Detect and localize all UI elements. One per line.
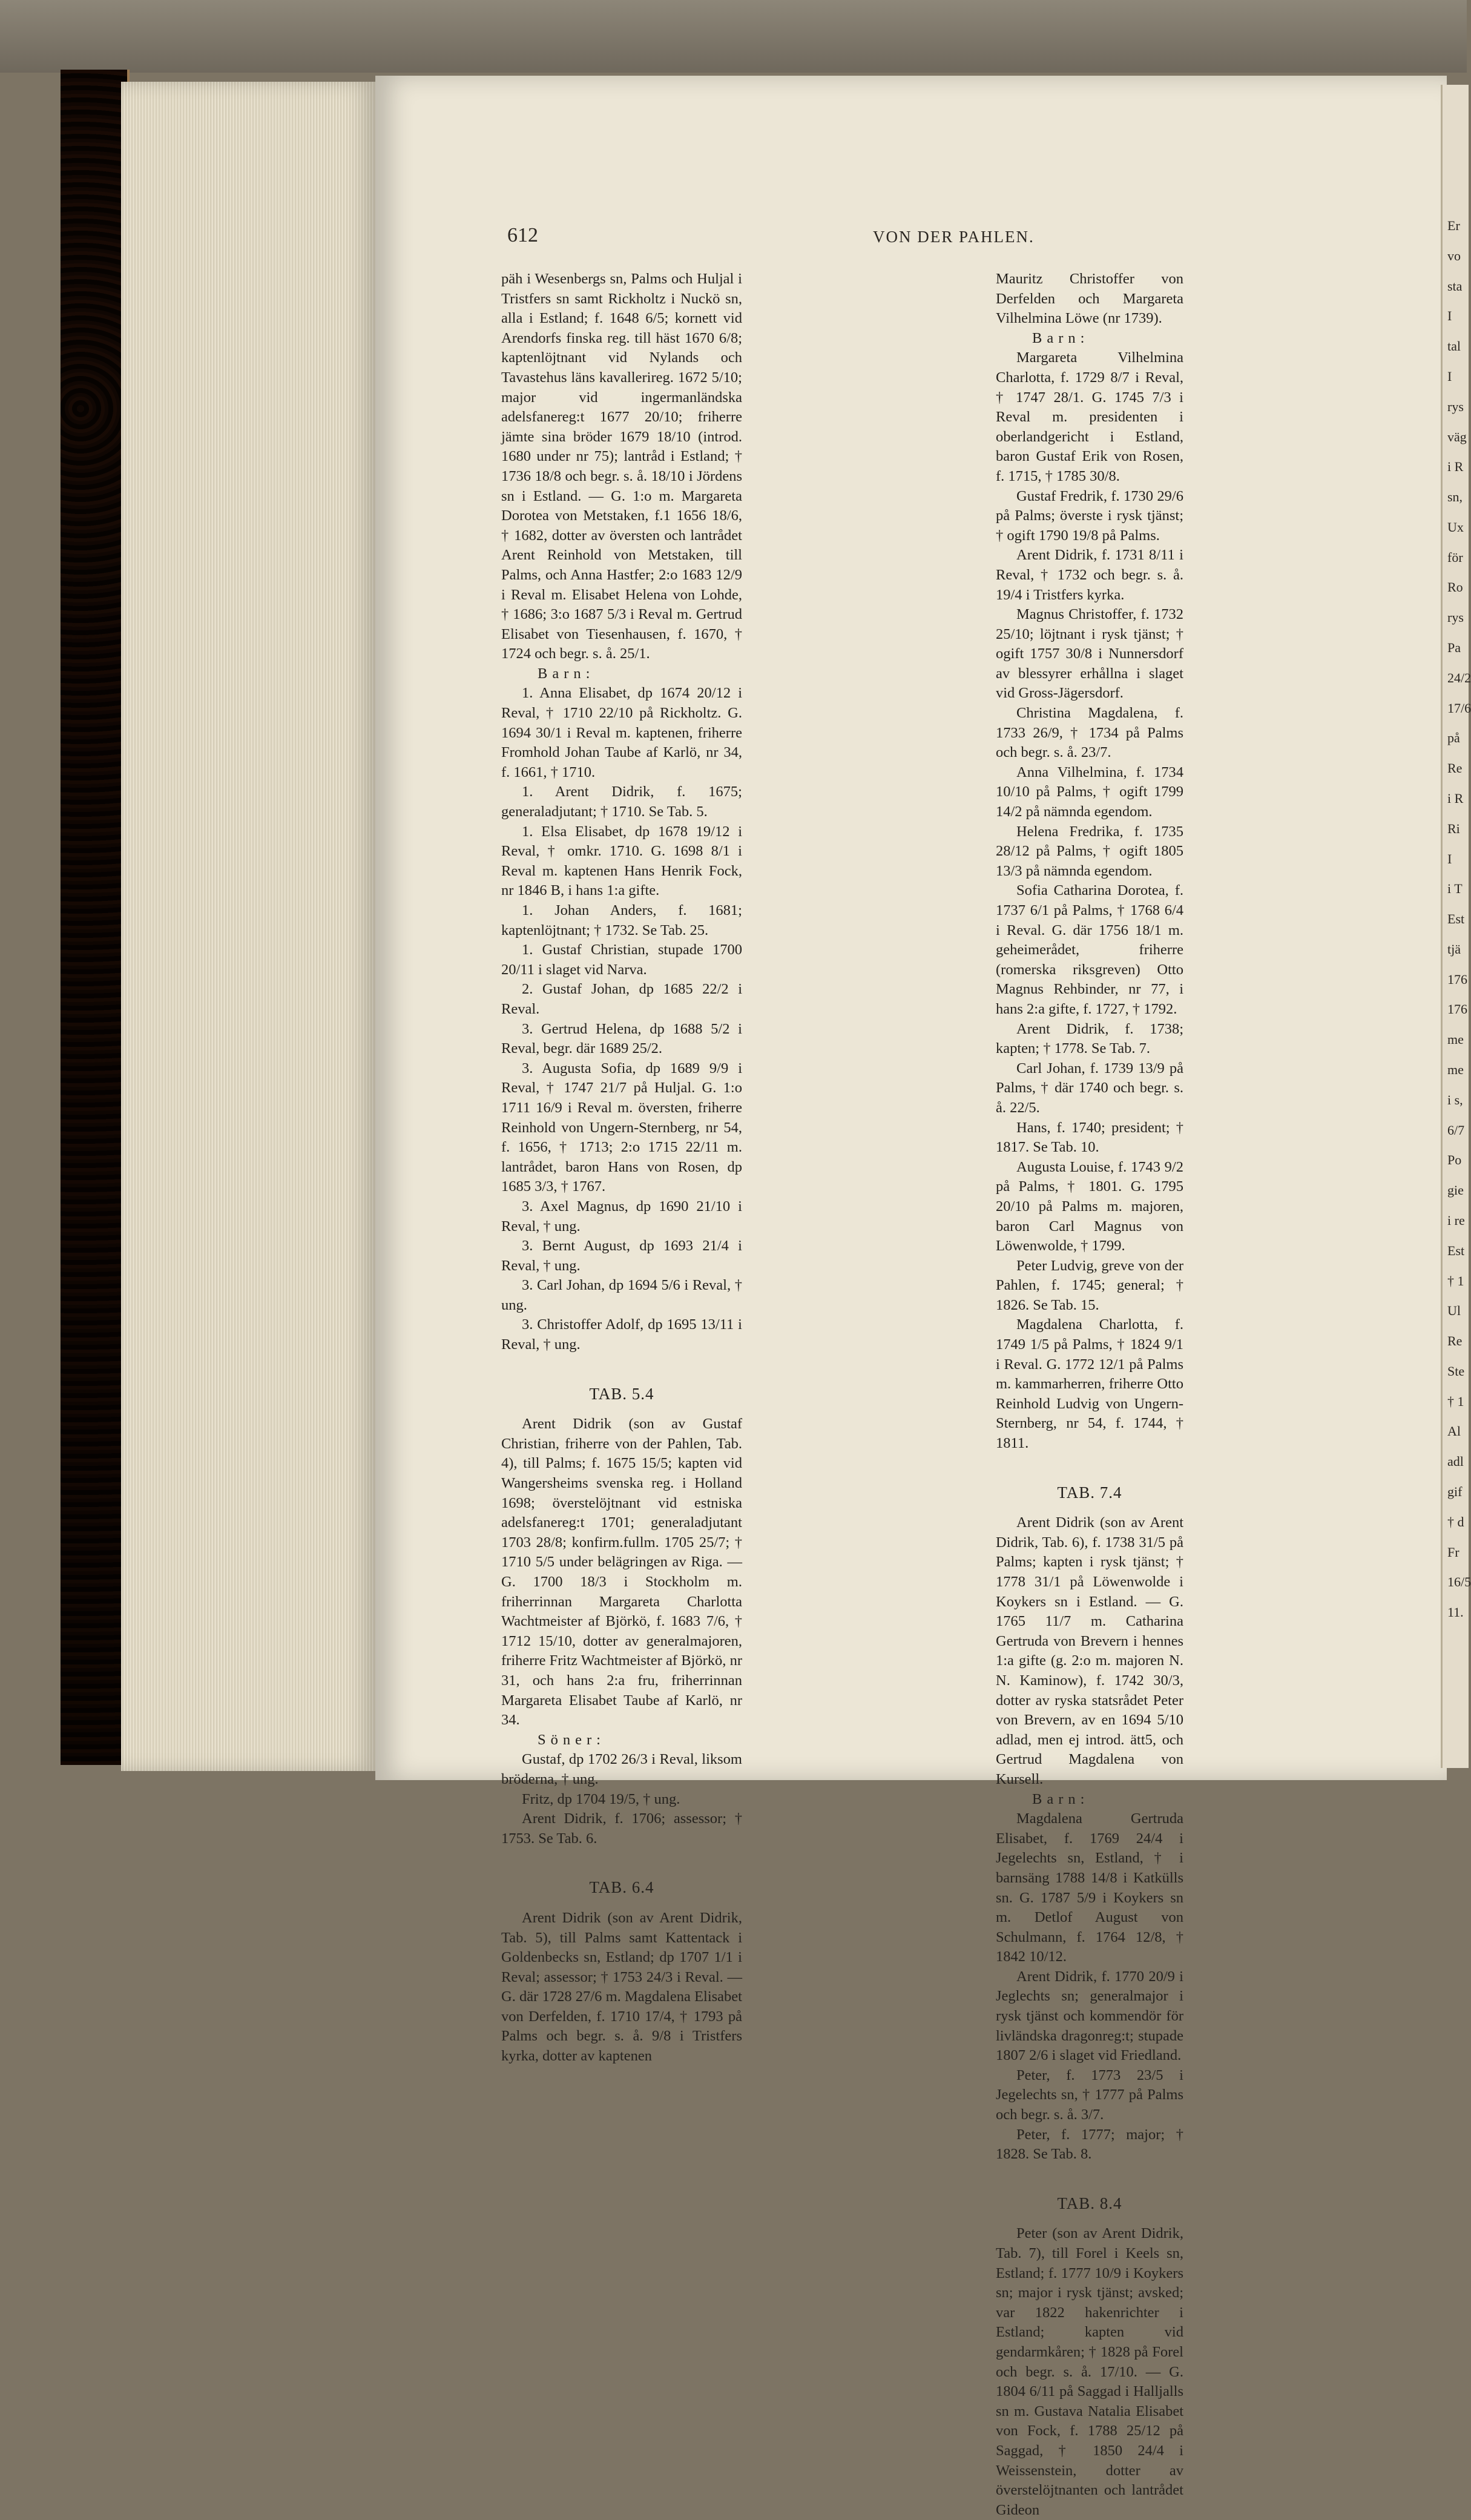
section-label: Barn: bbox=[1032, 329, 1090, 346]
page-number: 612 bbox=[507, 224, 538, 246]
entry: 3. Gertrud Helena, dp 1688 5/2 i Reval, begr. där 1689 25/2. bbox=[501, 1020, 742, 1057]
next-page-fragment: † d bbox=[1447, 1514, 1464, 1529]
entry: 1. Anna Elisabet, dp 1674 20/12 i Reval, † 1710 22/10 på Rickholtz. G. 1694 30/1 i Reval m. kaptenen, friherre Fromhold Johan Taube af Karlö, nr 34, f. 1661, † 1710. bbox=[501, 685, 742, 780]
next-page-edge bbox=[1441, 85, 1469, 1768]
page-header bbox=[375, 224, 1447, 248]
next-page-fragment: sn, bbox=[1447, 489, 1463, 505]
next-page-fragment: i R bbox=[1447, 459, 1464, 475]
next-page-fragment: 176 bbox=[1447, 1001, 1467, 1017]
next-page-fragment: Fr bbox=[1447, 1544, 1459, 1560]
entry: 1. Elsa Elisabet, dp 1678 19/12 i Reval, † omkr. 1710. G. 1698 8/1 i Reval m. kaptenen Hans Henrik Fock, nr 1846 B, i hans 1:a gifte. bbox=[501, 823, 742, 899]
entry: 3. Carl Johan, dp 1694 5/6 i Reval, † ung. bbox=[501, 1277, 742, 1313]
entry: Magnus Christoffer, f. 1732 25/10; löjtnant i rysk tjänst; † ogift 1757 30/8 i Nunnersdorf av blessyrer erhållna i slaget vid Gross-Jägersdorf. bbox=[996, 606, 1183, 702]
scan-background bbox=[0, 0, 1467, 73]
entry: 1. Gustaf Christian, stupade 1700 20/11 i slaget vid Narva. bbox=[501, 942, 742, 978]
next-page-fragment: 24/2 bbox=[1447, 670, 1471, 685]
entry: 3. Augusta Sofia, dp 1689 9/9 i Reval, † 1747 21/7 på Huljal. G. 1:o 1711 16/9 i Reval m. översten, friherre Reinhold von Ungern-Sternberg, nr 54, f. 1656, † 1713; 2:o 1715 22/11 m. lantrådet, baron Hans von Rosen, dp 1685 3/3, † 1767. bbox=[501, 1060, 742, 1195]
right-column bbox=[996, 269, 1183, 2520]
entry: Gustaf, dp 1702 26/3 i Reval, liksom bröderna, † ung. bbox=[501, 1751, 742, 1787]
entry: 2. Gustaf Johan, dp 1685 22/2 i Reval. bbox=[501, 981, 742, 1017]
entry: Magdalena Charlotta, f. 1749 1/5 på Palms, † 1824 9/1 i Reval. G. 1772 12/1 på Palms m. kammarherren, friherre Otto Reinhold Ludvig von Ungern-Sternberg, nr 54, f. 1744, † 1811. bbox=[996, 1316, 1183, 1452]
page-edges bbox=[121, 82, 375, 1771]
section-label: Barn: bbox=[538, 665, 595, 682]
running-head: VON DER PAHLEN. bbox=[873, 228, 1035, 246]
next-page-fragment: Re bbox=[1447, 1333, 1463, 1349]
entry: Christina Magdalena, f. 1733 26/9, † 1734 på Palms och begr. s. å. 23/7. bbox=[996, 705, 1183, 761]
section-label: Söner: bbox=[538, 1731, 605, 1748]
next-page-fragment: 6/7 bbox=[1447, 1122, 1465, 1138]
entry: Helena Fredrika, f. 1735 28/12 på Palms, † ogift 1805 13/3 på nämnda egendom. bbox=[996, 823, 1183, 879]
next-page-fragment: Re bbox=[1447, 760, 1463, 776]
left-column bbox=[501, 269, 742, 2066]
next-page-fragment: Ul bbox=[1447, 1303, 1461, 1319]
next-page-fragment: Al bbox=[1447, 1423, 1461, 1439]
next-page-fragment: † 1 bbox=[1447, 1393, 1464, 1409]
entry: Gustaf Fredrik, f. 1730 29/6 på Palms; överste i rysk tjänst; † ogift 1790 19/8 på Palms. bbox=[996, 487, 1183, 544]
next-page-fragment: sta bbox=[1447, 278, 1463, 294]
entry: Arent Didrik, f. 1770 20/9 i Jeglechts sn; generalmajor i rysk tjänst och kommendör för livländska dragonreg:t; stupade 1807 2/6 i slaget vid Friedland. bbox=[996, 1968, 1183, 2064]
next-page-fragment: i R bbox=[1447, 790, 1464, 806]
next-page-fragment: på bbox=[1447, 730, 1460, 746]
next-page-fragment: adl bbox=[1447, 1454, 1464, 1469]
next-page-fragment: gie bbox=[1447, 1182, 1464, 1198]
paragraph: Mauritz Christoffer von Derfelden och Margareta Vilhelmina Löwe (nr 1739). bbox=[996, 271, 1183, 327]
entry: Arent Didrik, f. 1731 8/11 i Reval, † 1732 och begr. s. å. 19/4 i Tristfers kyrka. bbox=[996, 547, 1183, 603]
entry: Margareta Vilhelmina Charlotta, f. 1729 8/7 i Reval, † 1747 28/1. G. 1745 7/3 i Reval m. presidenten i oberlandgericht i Estland, baron Gustaf Erik von Rosen, f. 1715, † 1785 30/8. bbox=[996, 349, 1183, 484]
entry: Hans, f. 1740; president; † 1817. Se Tab. 10. bbox=[996, 1119, 1183, 1156]
next-page-fragment: 176 bbox=[1447, 971, 1467, 987]
entry: Arent Didrik, f. 1738; kapten; † 1778. Se Tab. 7. bbox=[996, 1020, 1183, 1057]
next-page-fragment: 11. bbox=[1447, 1605, 1464, 1620]
next-page-fragment: väg bbox=[1447, 429, 1467, 444]
next-page-fragment: vo bbox=[1447, 248, 1461, 263]
next-page-fragment: Ux bbox=[1447, 519, 1464, 535]
table-heading: TAB. 5.4 bbox=[589, 1384, 654, 1403]
paragraph: Arent Didrik (son av Arent Didrik, Tab. 6), f. 1738 31/5 på Palms; kapten i rysk tjänst; † 1778 31/1 på Löwenwolde i Koykers sn i Estland. — G. 1765 11/7 m. Catharina Gertruda von Brevern i hennes 1:a gifte (g. 2:o m. majoren N. N. Kaminow), f. 1742 30/3, dotter av ryska statsrådet Peter von Brevern, av en 1694 5/10 adlad, men ej introd. ätt5, och Gertrud Magdalena von Kursell. bbox=[996, 1514, 1183, 1787]
next-page-fragment: me bbox=[1447, 1032, 1464, 1047]
next-page-fragment: rys bbox=[1447, 610, 1464, 625]
next-page-fragment: i re bbox=[1447, 1212, 1465, 1228]
next-page-fragment: Est bbox=[1447, 911, 1465, 927]
next-page-fragment: Er bbox=[1447, 218, 1460, 233]
next-page-fragment: I bbox=[1447, 308, 1452, 324]
entry: 3. Bernt August, dp 1693 21/4 i Reval, † ung. bbox=[501, 1238, 742, 1274]
table-heading: TAB. 8.4 bbox=[1057, 2194, 1122, 2212]
entry: Peter, f. 1773 23/5 i Jegelechts sn, † 1777 på Palms och begr. s. å. 3/7. bbox=[996, 2066, 1183, 2123]
section-label: Barn: bbox=[1032, 1790, 1090, 1807]
entry: 1. Johan Anders, f. 1681; kaptenlöjtnant; † 1732. Se Tab. 25. bbox=[501, 902, 742, 938]
entry: Sofia Catharina Dorotea, f. 1737 6/1 på Palms, † 1768 6/4 i Reval. G. där 1756 18/1 m. geheimerådet, friherre (romerska riksgreven) Otto Magnus Rehbinder, nr 77, i hans 2:a gifte, f. 1727, † 1792. bbox=[996, 882, 1183, 1017]
paragraph: Peter (son av Arent Didrik, Tab. 7), till Forel i Keels sn, Estland; f. 1777 10/9 i Koykers sn; major i rysk tjänst; avsked; var 1822 hakenrichter i Estland; kapten vid gendarmkåren; † 1828 på Forel och begr. s. å. 17/10. — G. 1804 6/11 på Saggad i Halljalls sn m. Gustava Natalia Elisabet von Fock, f. 1788 25/12 på Saggad, † 1850 24/4 i Weissenstein, dotter av överstelöjtnanten och lantrådet Gideon bbox=[996, 2225, 1183, 2518]
next-page-fragment: Est bbox=[1447, 1242, 1465, 1258]
next-page-fragment: 16/5 bbox=[1447, 1574, 1471, 1590]
next-page-fragment: I bbox=[1447, 851, 1452, 866]
table-heading: TAB. 7.4 bbox=[1057, 1483, 1122, 1502]
next-page-fragment: I bbox=[1447, 368, 1452, 384]
entry: 3. Christoffer Adolf, dp 1695 13/11 i Reval, † ung. bbox=[501, 1316, 742, 1353]
paragraph: Arent Didrik (son av Arent Didrik, Tab. 5), till Palms samt Kattentack i Goldenbecks sn, Estland; dp 1707 1/1 i Reval; assessor; † 1753 24/3 i Reval. — G. där 1728 27/6 m. Magdalena Elisabet von Derfelden, f. 1710 17/4, † 1793 på Palms och begr. s. å. 9/8 i Tristfers kyrka, dotter av kaptenen bbox=[501, 1909, 742, 2065]
next-page-fragment: i T bbox=[1447, 881, 1463, 897]
next-page-fragment: † 1 bbox=[1447, 1273, 1464, 1288]
next-page-fragment: Ste bbox=[1447, 1363, 1465, 1379]
entry: Arent Didrik, f. 1706; assessor; † 1753. Se Tab. 6. bbox=[501, 1810, 742, 1847]
book-page bbox=[375, 76, 1447, 2518]
next-page-fragment: tal bbox=[1447, 338, 1461, 354]
next-page-fragment: Ri bbox=[1447, 820, 1460, 836]
next-page-fragment: Po bbox=[1447, 1152, 1462, 1168]
entry: 3. Axel Magnus, dp 1690 21/10 i Reval, † ung. bbox=[501, 1198, 742, 1235]
table-heading: TAB. 6.4 bbox=[589, 1878, 654, 1897]
entry: Anna Vilhelmina, f. 1734 10/10 på Palms, † ogift 1799 14/2 på nämnda egendom. bbox=[996, 764, 1183, 820]
next-page-fragment: me bbox=[1447, 1062, 1464, 1078]
entry: Magdalena Gertruda Elisabet, f. 1769 24/4 i Jegelechts sn, Estland, † i barnsäng 1788 14/8 i Katkülls sn. G. 1787 5/9 i Koykers sn m. Detlof August von Schulmann, f. 1764 12/8, † 1842 10/12. bbox=[996, 1810, 1183, 1965]
next-page-fragment: tjä bbox=[1447, 941, 1461, 957]
next-page-fragment: Ro bbox=[1447, 579, 1463, 595]
entry: Peter Ludvig, greve von der Pahlen, f. 1745; general; † 1826. Se Tab. 15. bbox=[996, 1257, 1183, 1313]
paragraph: päh i Wesenbergs sn, Palms och Huljal i Tristfers sn samt Rickholtz i Nuckö sn, alla i Estland; f. 1648 6/5; kornett vid Arendorfs finska reg. till häst 1670 6/8; kaptenlöjtnant vid Nylands och Tavastehus läns kavallerireg. 1672 5/10; major vid ingermanländska adelsfanereg:t 1677 20/10; friherre jämte sina bröder 1679 18/10 (introd. 1680 under nr 75); lantråd i Estland; † 1736 18/8 och begr. s. å. 18/10 i Jördens sn i Estland. — G. 1:o m. Margareta Dorotea von Metstaken, f.1 1656 18/6, † 1682, dotter av översten och lantrådet Arent Reinhold von Metstaken, till Palms, och Anna Hastfer; 2:o 1683 12/9 i Reval m. Elisabet Helena von Lohde, † 1686; 3:o 1687 5/3 i Reval m. Gertrud Elisabet von Tiesenhausen, f. 1670, † 1724 och begr. s. å. 25/1. bbox=[501, 271, 742, 662]
entry: Augusta Louise, f. 1743 9/2 på Palms, † 1801. G. 1795 20/10 på Palms m. majoren, baron Carl Magnus von Löwenwolde, † 1799. bbox=[996, 1158, 1183, 1255]
next-page-fragment: rys bbox=[1447, 398, 1464, 414]
next-page-fragment: gif bbox=[1447, 1484, 1463, 1500]
entry: Carl Johan, f. 1739 13/9 på Palms, † där 1740 och begr. s. å. 22/5. bbox=[996, 1060, 1183, 1116]
entry: 1. Arent Didrik, f. 1675; generaladjutant; † 1710. Se Tab. 5. bbox=[501, 783, 742, 820]
next-page-fragment: Pa bbox=[1447, 640, 1461, 656]
next-page-fragment: för bbox=[1447, 549, 1463, 565]
next-page-fragment: 17/6 bbox=[1447, 700, 1471, 716]
entry: Fritz, dp 1704 19/5, † ung. bbox=[522, 1790, 680, 1807]
next-page-fragment: i s, bbox=[1447, 1092, 1463, 1107]
paragraph: Arent Didrik (son av Gustaf Christian, friherre von der Pahlen, Tab. 4), till Palms; f. 1675 15/5; kapten vid Wangersheims svenska reg. i Holland 1698; överstelöjtnant vid estniska adelsfanereg:t 1701; generaladjutant 1703 28/8; konfirm.fullm. 1705 25/7; † 1710 5/5 under belägringen av Riga. — G. 1700 18/3 i Stockholm m. friherrinnan Margareta Charlotta Wachtmeister af Björkö, f. 1683 7/6, † 1712 15/10, dotter av generalmajoren, friherre Fritz Wachtmeister af Björkö, nr 31, och hans 2:a fru, friherrinnan Margareta Elisabet Taube af Karlö, nr 34. bbox=[501, 1416, 742, 1729]
book-cover-marbled bbox=[61, 70, 130, 1765]
entry: Peter, f. 1777; major; † 1828. Se Tab. 8. bbox=[996, 2126, 1183, 2163]
